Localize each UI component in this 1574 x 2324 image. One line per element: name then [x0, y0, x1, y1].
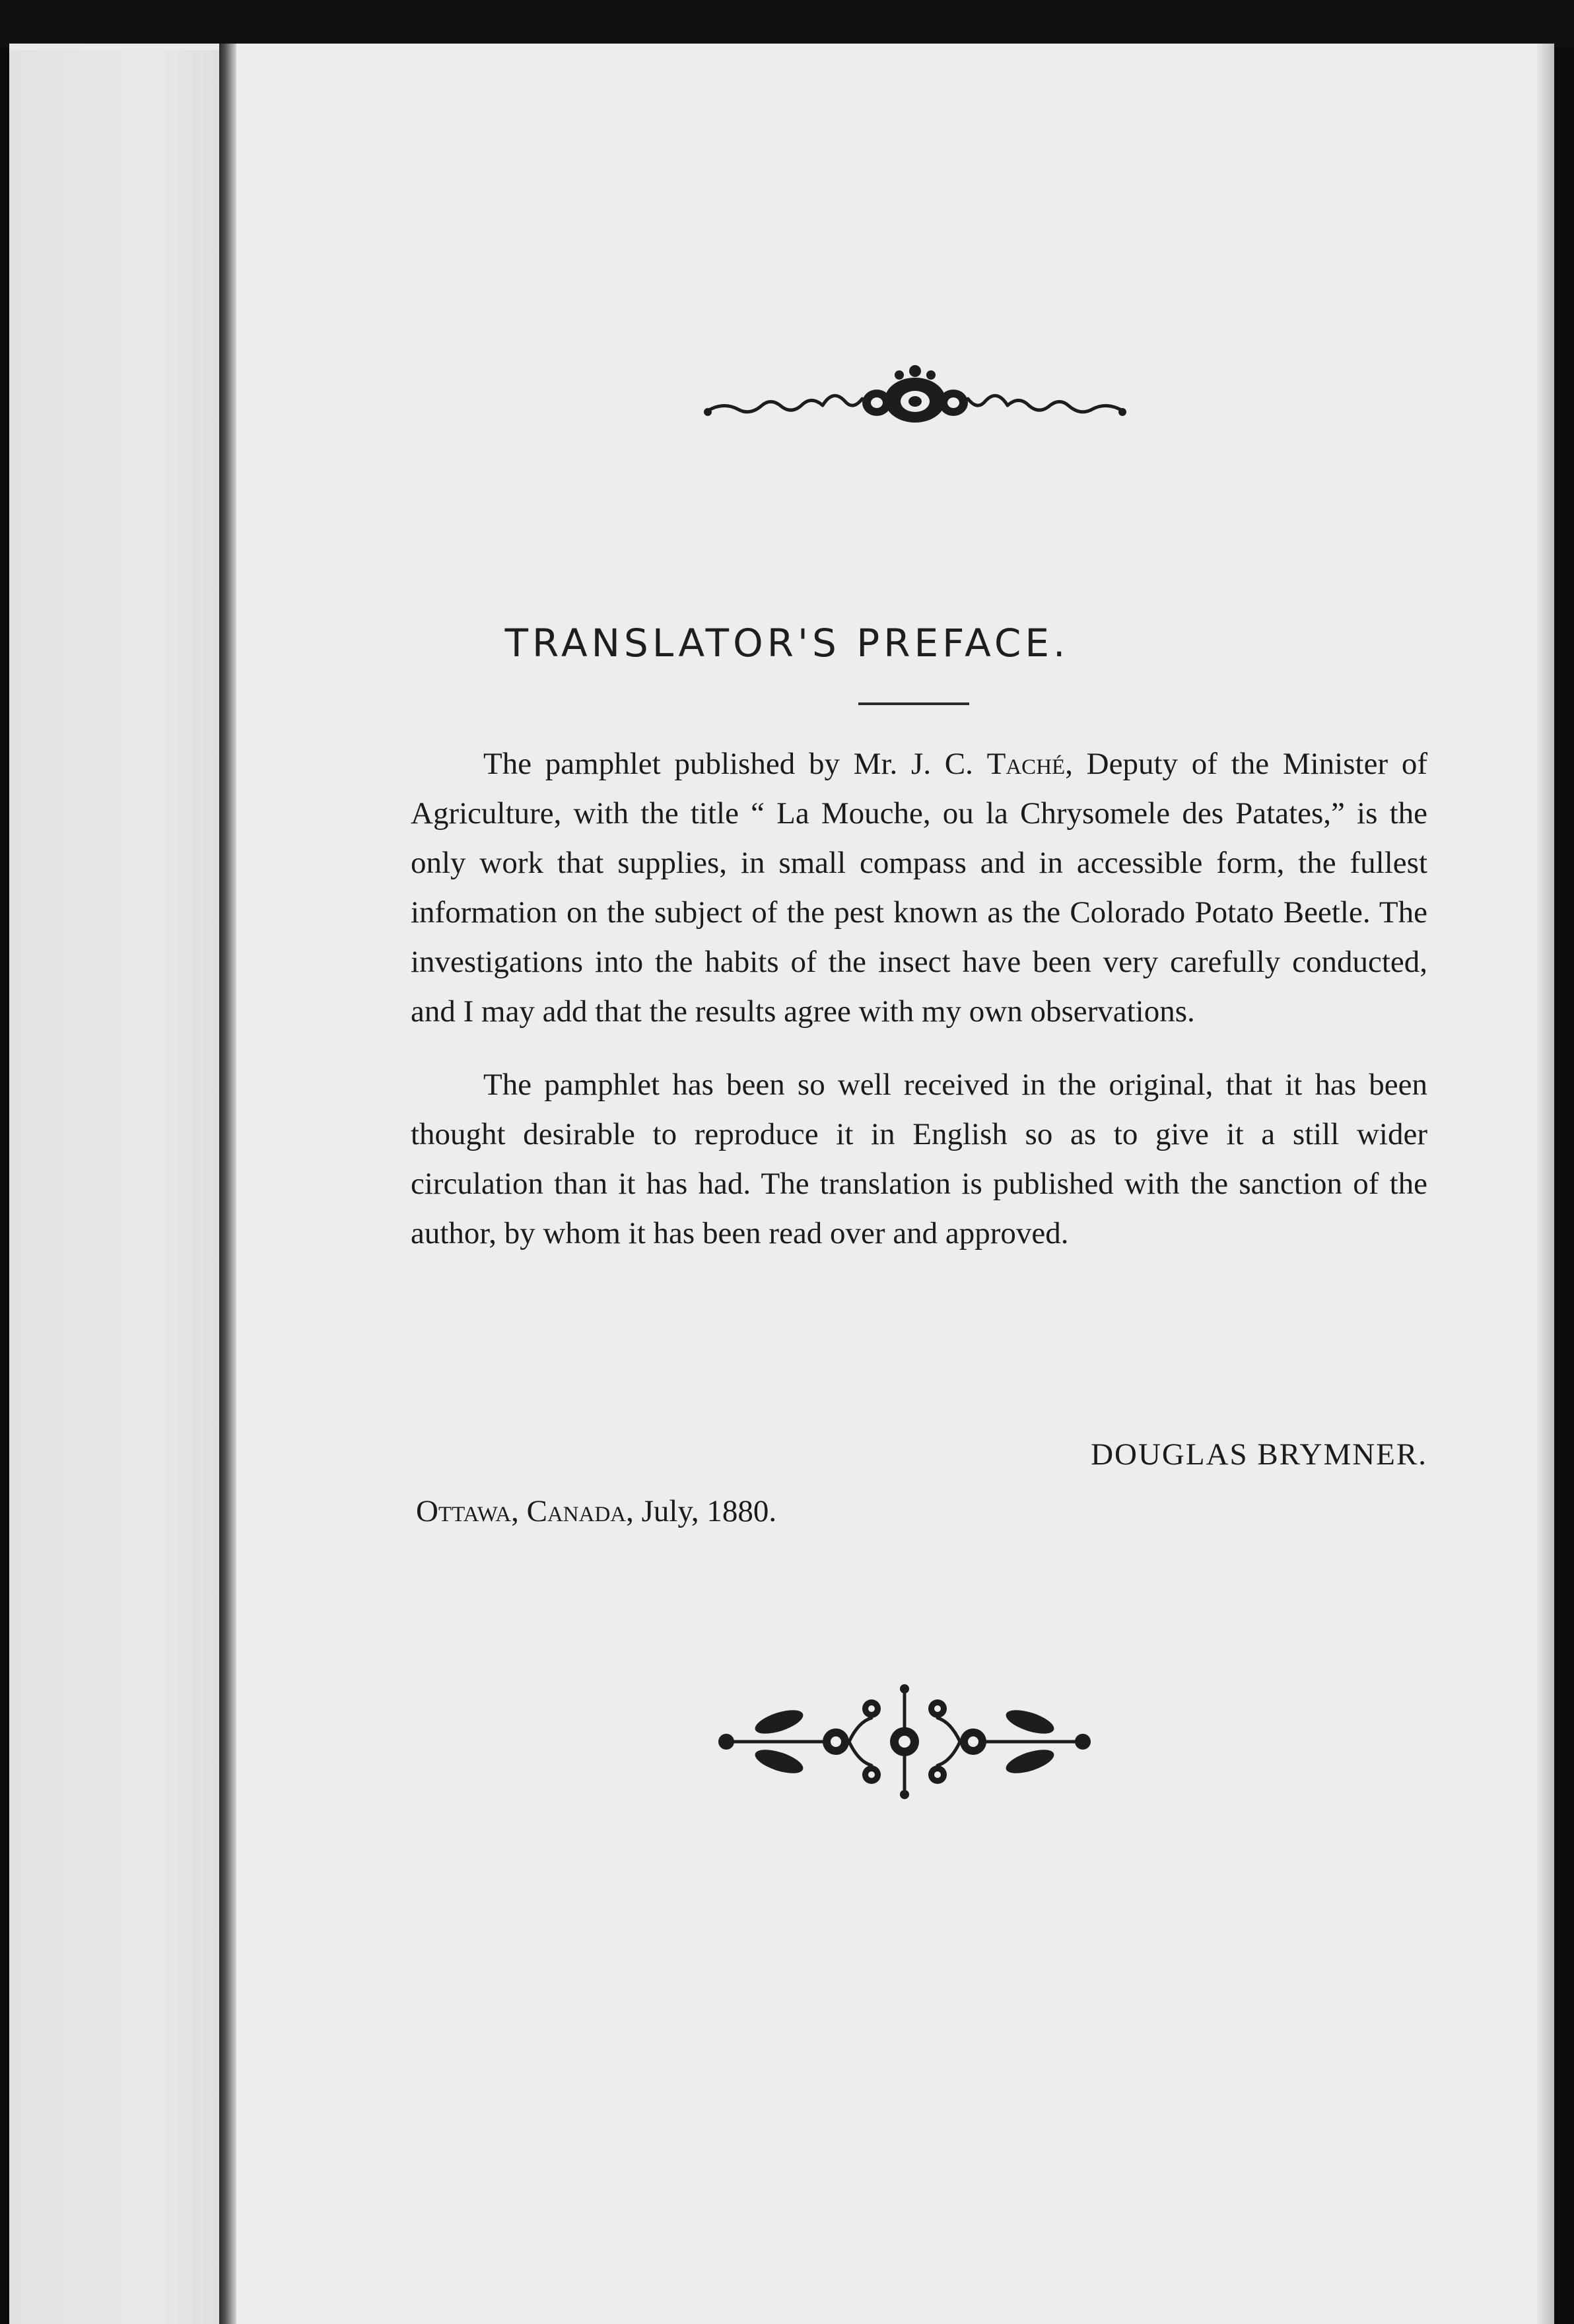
translator-signature: DOUGLAS BRYMNER. [1091, 1437, 1427, 1472]
paragraph-1-lead: The pamphlet published by Mr. J. C. [483, 747, 987, 781]
dateline-date: , July, 1880. [626, 1494, 777, 1528]
page-right-edge [1537, 44, 1554, 2324]
paragraph-1 [411, 739, 1427, 1037]
paragraph-2: The pamphlet has been so well received in the original, that it has been thought desirable to reproduce it in English so as to give it a still wider circulation than it has had. The translation is published with the sanction of the author, by whom it has been read over and approved. [411, 1068, 1427, 1250]
top-ornament-icon [704, 362, 1126, 434]
bottom-ornament-icon [706, 1682, 1103, 1801]
preface-body [411, 739, 1427, 1258]
dateline-city: Ottawa [416, 1494, 512, 1528]
dateline [416, 1493, 776, 1529]
author-name: Taché [986, 747, 1066, 781]
paragraph-1-rest: , Deputy of the Minister of Agriculture, with the title “ La Mouche, ou la Chrysomele des Patates,” is the only work that supplies, in small compass and in accessible form, the fullest information on the subject of the pest known as the Colorado Potato Beetle. The investigations into the habits of the insect have been very carefully conducted, and I may add that the results agree with my own observations. [411, 747, 1427, 1029]
title-divider [858, 702, 969, 705]
previous-leaf-edge [9, 50, 219, 2324]
scan-top-border [0, 0, 1574, 48]
page-title: TRANSLATOR'S PREFACE. [504, 621, 1070, 666]
dateline-separator: , [511, 1494, 527, 1528]
dateline-country: Canada [526, 1494, 627, 1528]
book-gutter [219, 44, 236, 2324]
